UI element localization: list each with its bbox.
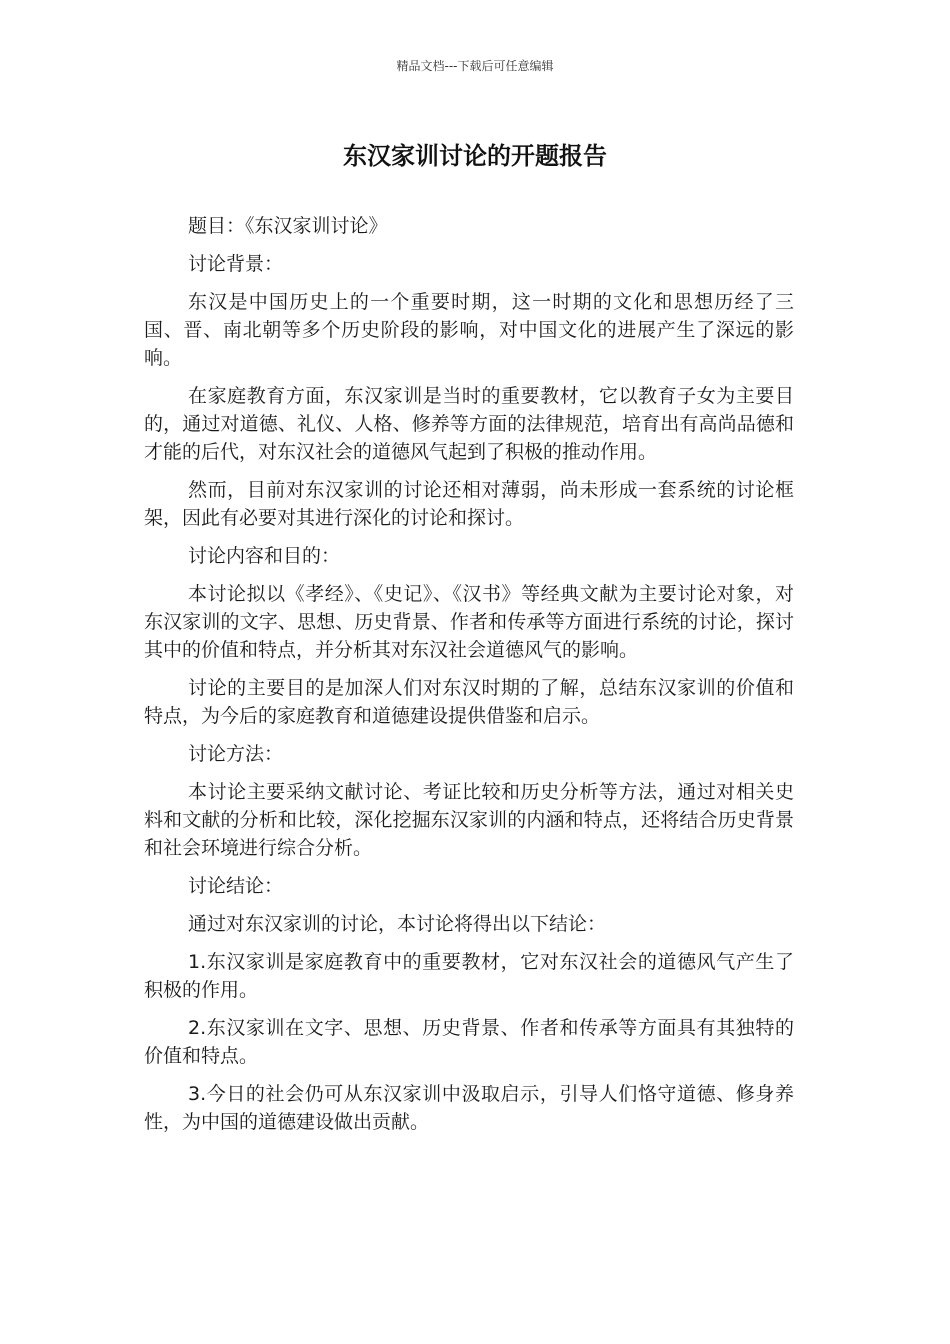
conclusion-item: 3.今日的社会仍可从东汉家训中汲取启示，引导人们恪守道德、修身养性，为中国的道德建设做出贡献。 [144, 1083, 794, 1133]
paragraph: 在家庭教育方面，东汉家训是当时的重要教材，它以教育子女为主要目的，通过对道德、礼仪、人格、修养等方面的法律规范，培育出有高尚品德和才能的后代，对东汉社会的道德风气起到了积极的推动作用。 [144, 385, 794, 463]
heading-content-purpose: 讨论内容和目的： [188, 545, 341, 567]
paragraph: 然而，目前对东汉家训的讨论还相对薄弱，尚未形成一套系统的讨论框架，因此有必要对其进行深化的讨论和探讨。 [144, 479, 794, 529]
conclusion-item: 2.东汉家训在文字、思想、历史背景、作者和传承等方面具有其独特的价值和特点。 [144, 1017, 794, 1067]
heading-method: 讨论方法： [188, 743, 284, 765]
heading-conclusion: 讨论结论： [188, 875, 284, 897]
paragraph-topic: 题目：《东汉家训讨论》 [188, 215, 388, 237]
paragraph: 讨论的主要目的是加深人们对东汉时期的了解，总结东汉家训的价值和特点，为今后的家庭教育和道德建设提供借鉴和启示。 [144, 677, 794, 727]
paragraph: 通过对东汉家训的讨论，本讨论将得出以下结论： [188, 913, 607, 935]
header-note: 精品文档---下载后可任意编辑 [396, 59, 554, 73]
paragraph: 本讨论拟以《孝经》、《史记》、《汉书》等经典文献为主要讨论对象，对东汉家训的文字、思想、历史背景、作者和传承等方面进行系统的讨论，探讨其中的价值和特点，并分析其对东汉社会道德风气的影响。 [144, 583, 794, 661]
document-title: 东汉家训讨论的开题报告 [343, 142, 607, 170]
heading-background: 讨论背景： [188, 253, 284, 275]
document-body [144, 212, 794, 1146]
paragraph: 东汉是中国历史上的一个重要时期，这一时期的文化和思想历经了三国、晋、南北朝等多个历史阶段的影响，对中国文化的进展产生了深远的影响。 [144, 291, 794, 369]
paragraph: 本讨论主要采纳文献讨论、考证比较和历史分析等方法，通过对相关史料和文献的分析和比较，深化挖掘东汉家训的内涵和特点，还将结合历史背景和社会环境进行综合分析。 [144, 781, 794, 859]
conclusion-item: 1.东汉家训是家庭教育中的重要教材，它对东汉社会的道德风气产生了积极的作用。 [144, 951, 794, 1001]
